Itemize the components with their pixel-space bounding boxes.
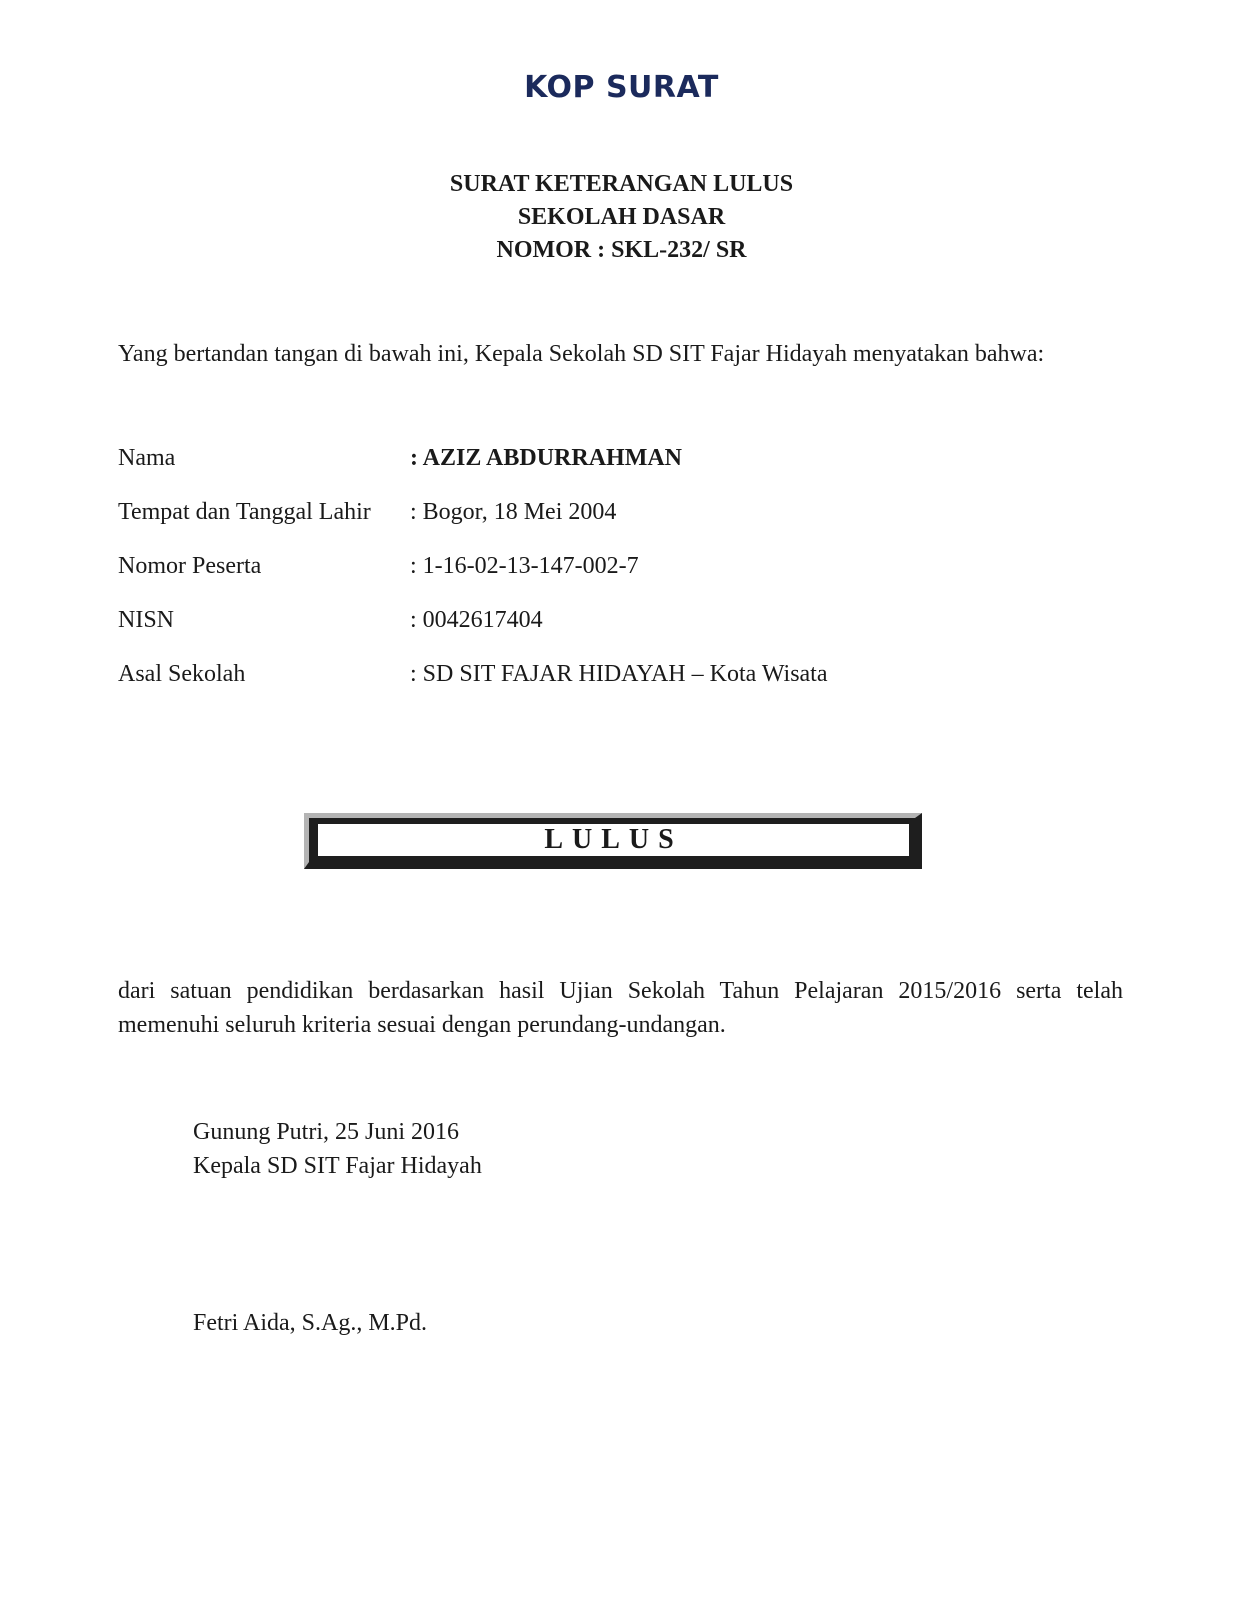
field-value: : 0042617404 bbox=[410, 607, 543, 633]
status-box bbox=[304, 813, 922, 869]
field-label: Nama bbox=[118, 445, 176, 471]
field-label: Nomor Peserta bbox=[118, 553, 262, 579]
field-value: : AZIZ ABDURRAHMAN bbox=[410, 445, 683, 471]
field-label: Asal Sekolah bbox=[118, 661, 246, 687]
field-value: : Bogor, 18 Mei 2004 bbox=[410, 499, 617, 525]
signer-position: Kepala SD SIT Fajar Hidayah bbox=[193, 1153, 482, 1179]
document-heading bbox=[0, 168, 1243, 267]
letterhead-title: KOP SURAT bbox=[524, 70, 719, 105]
signature-block bbox=[193, 1115, 482, 1183]
intro-statement: Yang bertandan tangan di bawah ini, Kepala Sekolah SD SIT Fajar Hidayah menyatakan bahwa: bbox=[118, 341, 1045, 367]
document-number: NOMOR : SKL-232/ SR bbox=[496, 237, 747, 263]
school-level: SEKOLAH DASAR bbox=[517, 204, 726, 230]
field-label: NISN bbox=[118, 607, 175, 633]
signer-name: Fetri Aida, S.Ag., M.Pd. bbox=[193, 1310, 428, 1336]
status-text: LULUS bbox=[315, 824, 909, 856]
document-title: SURAT KETERANGAN LULUS bbox=[449, 171, 794, 197]
statement-paragraph: dari satuan pendidikan berdasarkan hasil Ujian Sekolah Tahun Pelajaran 2015/2016 serta telah memenuhi seluruh kriteria sesuai dengan perundang-undangan. bbox=[118, 978, 1123, 1038]
field-value: : SD SIT FAJAR HIDAYAH – Kota Wisata bbox=[410, 661, 828, 687]
field-label: Tempat dan Tanggal Lahir bbox=[118, 499, 371, 525]
place-date: Gunung Putri, 25 Juni 2016 bbox=[193, 1119, 460, 1145]
field-value: : 1-16-02-13-147-002-7 bbox=[410, 553, 639, 579]
